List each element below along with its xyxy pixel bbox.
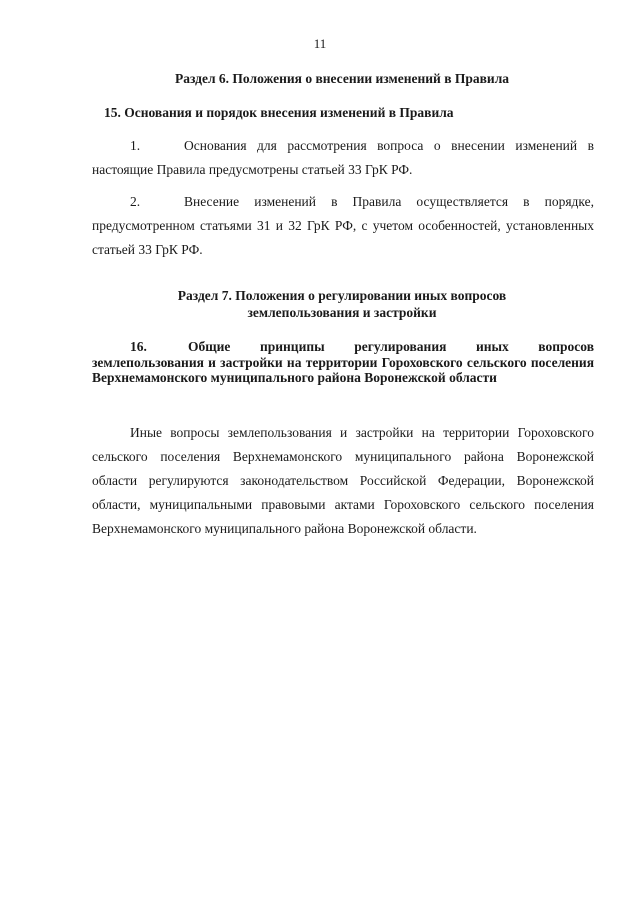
article-15-item-1 — [92, 134, 594, 182]
article-number: 16. — [130, 339, 147, 354]
article-15-title: 15. Основания и порядок внесения изменений в Правила — [104, 105, 454, 120]
section-7-title — [92, 287, 592, 321]
item-number: 1. — [130, 138, 141, 153]
item-number: 2. — [130, 194, 141, 209]
article-title-text: Общие принципы регулирования иных вопросов землепользования и застройки на территории Гороховского сельского поселения Верхнемамонского муниципального района Воронежской области — [92, 339, 594, 385]
body-text: Иные вопросы землепользования и застройки на территории Гороховского сельского поселения Верхнемамонского муниципального района Воронежской области регулируются законодательством Российской Федерации, Воронежской области, муниципальными правовыми актами Гороховского сельского поселения Верхнемамонского муниципального района Воронежской области. — [92, 425, 594, 536]
section-7-title-line2: землепользования и застройки — [247, 305, 437, 320]
article-15-item-2 — [92, 190, 594, 262]
section-7-title-line1: Раздел 7. Положения о регулировании иных вопросов — [177, 288, 507, 303]
article-16-title — [92, 339, 594, 386]
item-text: Основания для рассмотрения вопроса о внесении изменений в настоящие Правила предусмотрены статьей 33 ГрК РФ. — [92, 138, 594, 177]
section-6-title: Раздел 6. Положения о внесении изменений в Правила — [174, 71, 510, 86]
item-text: Внесение изменений в Правила осуществляется в порядке, предусмотренном статьями 31 и 32 ГрК РФ, с учетом особенностей, установленных статьей 33 ГрК РФ. — [92, 194, 594, 257]
page-number: 11 — [313, 36, 327, 51]
article-16-body — [92, 421, 594, 541]
